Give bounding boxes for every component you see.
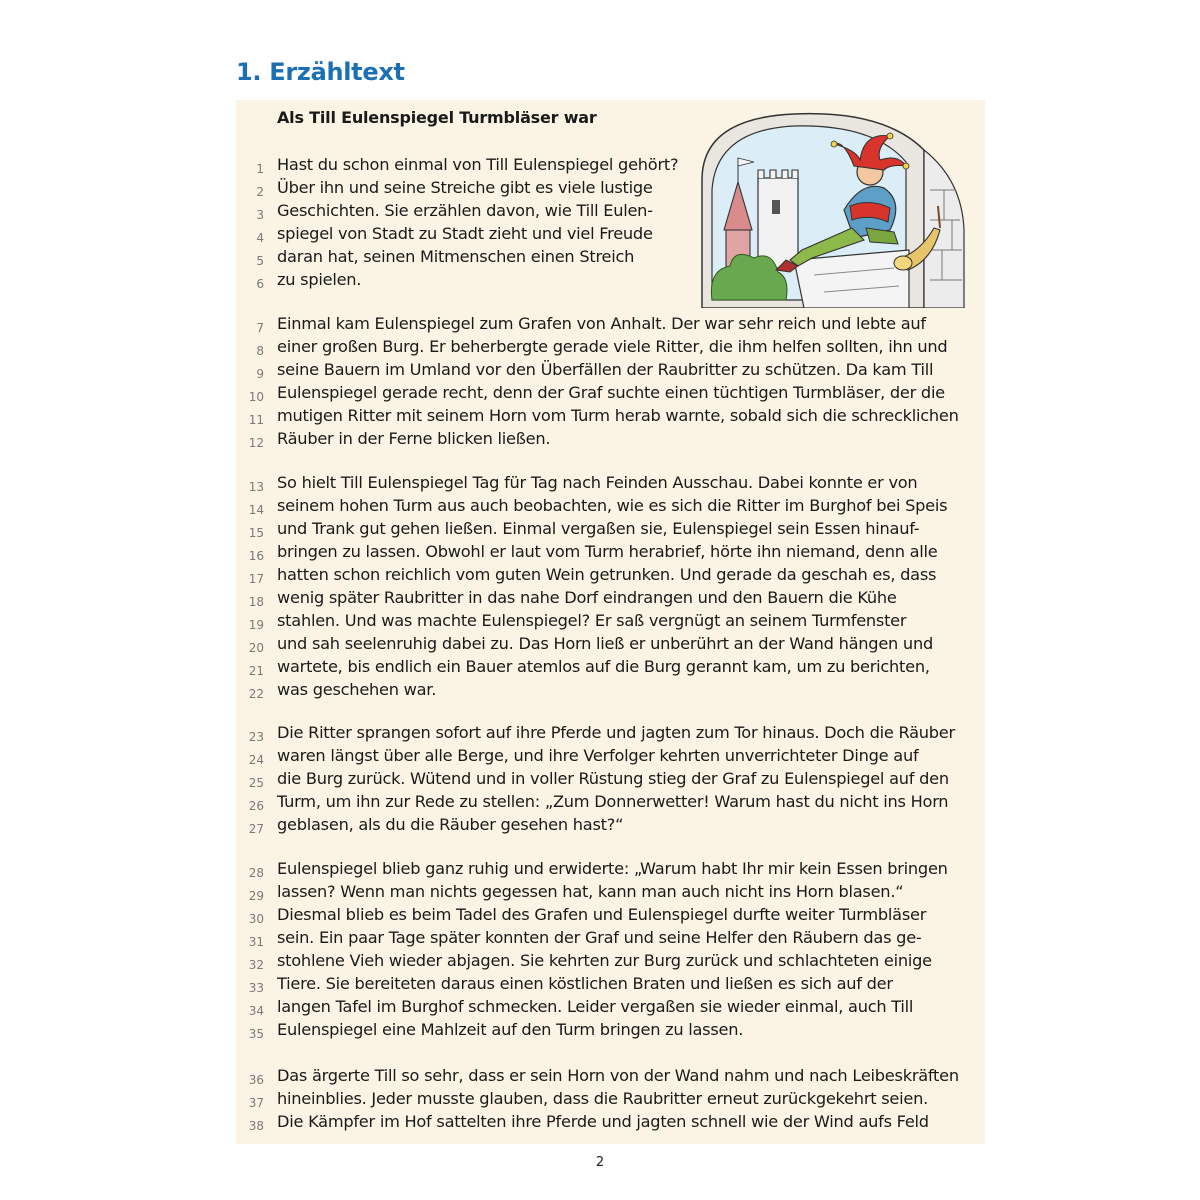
line-number: 18: [248, 595, 264, 609]
text-line: [236, 565, 996, 588]
text-line: [236, 155, 996, 178]
text-line: [236, 997, 996, 1020]
line-text: Turm, um ihn zur Rede zu stellen: „Zum Donnerwetter! Warum hast du nicht ins Horn: [277, 792, 949, 811]
line-text: stahlen. Und was machte Eulenspiegel? Er saß vergnügt an seinem Turmfenster: [277, 611, 907, 630]
line-number: 3: [256, 208, 264, 222]
line-text: sein. Ein paar Tage später konnten der Graf und seine Helfer den Räubern das ge-: [277, 928, 922, 947]
line-text: spiegel von Stadt zu Stadt zieht und viel Freude: [277, 224, 653, 243]
text-line: [236, 519, 996, 542]
text-line: [236, 178, 996, 201]
line-text: Diesmal blieb es beim Tadel des Grafen und Eulenspiegel durfte weiter Turmbläser: [277, 905, 927, 924]
text-line: [236, 314, 996, 337]
text-line: [236, 657, 996, 680]
line-number: 22: [248, 687, 264, 701]
text-line: [236, 611, 996, 634]
line-number: 29: [248, 889, 264, 903]
line-text: Die Kämpfer im Hof sattelten ihre Pferde und jagten schnell wie der Wind aufs Feld: [277, 1112, 929, 1131]
line-text: Über ihn und seine Streiche gibt es viele lustige: [277, 178, 653, 197]
line-number: 32: [248, 958, 264, 972]
line-text: wenig später Raubritter in das nahe Dorf eindrangen und den Bauern die Kühe: [277, 588, 897, 607]
line-number: 28: [248, 866, 264, 880]
text-line: [236, 634, 996, 657]
text-line: [236, 951, 996, 974]
line-text: seinem hohen Turm aus auch beobachten, wie es sich die Ritter im Burghof bei Speis: [277, 496, 948, 515]
line-text: stohlene Vieh wieder abjagen. Sie kehrten zur Burg zurück und schlachteten einige: [277, 951, 932, 970]
line-text: daran hat, seinen Mitmenschen einen Streich: [277, 247, 635, 266]
line-text: hatten schon reichlich vom guten Wein getrunken. Und gerade da geschah es, dass: [277, 565, 937, 584]
line-text: einer großen Burg. Er beherbergte gerade viele Ritter, die ihm helfen sollten, ihn und: [277, 337, 948, 356]
line-number: 16: [248, 549, 264, 563]
text-line: [236, 905, 996, 928]
line-text: Einmal kam Eulenspiegel zum Grafen von Anhalt. Der war sehr reich und lebte auf: [277, 314, 926, 333]
text-line: [236, 859, 996, 882]
line-number: 15: [248, 526, 264, 540]
line-number: 11: [248, 413, 264, 427]
text-line: [236, 1020, 996, 1043]
line-number: 8: [256, 344, 264, 358]
text-line: [236, 792, 996, 815]
line-text: was geschehen war.: [277, 680, 437, 699]
text-line: [236, 974, 996, 997]
line-number: 38: [248, 1119, 264, 1133]
text-line: [236, 542, 996, 565]
text-line: [236, 723, 996, 746]
line-number: 30: [248, 912, 264, 926]
line-text: und sah seelenruhig dabei zu. Das Horn ließ er unberührt an der Wand hängen und: [277, 634, 933, 653]
line-number: 20: [248, 641, 264, 655]
line-number: 19: [248, 618, 264, 632]
line-number: 14: [248, 503, 264, 517]
text-line: [236, 588, 996, 611]
text-line: [236, 680, 996, 703]
text-line: [236, 429, 996, 452]
line-number: 5: [256, 254, 264, 268]
line-text: hineinblies. Jeder musste glauben, dass die Raubritter erneut zurückgekehrt seien.: [277, 1089, 928, 1108]
line-text: Räuber in der Ferne blicken ließen.: [277, 429, 551, 448]
line-text: geblasen, als du die Räuber gesehen hast?“: [277, 815, 624, 834]
line-text: und Trank gut gehen ließen. Einmal vergaßen sie, Eulenspiegel sein Essen hinauf-: [277, 519, 920, 538]
text-line: [236, 815, 996, 838]
text-line: [236, 201, 996, 224]
line-text: lassen? Wenn man nichts gegessen hat, kann man auch nicht ins Horn blasen.“: [277, 882, 904, 901]
line-text: langen Tafel im Burghof schmecken. Leider vergaßen sie wieder einmal, auch Till: [277, 997, 914, 1016]
text-line: [236, 360, 996, 383]
line-text: Tiere. Sie bereiteten daraus einen köstlichen Braten und ließen es sich auf der: [277, 974, 893, 993]
line-number: 26: [248, 799, 264, 813]
line-number: 21: [248, 664, 264, 678]
line-text: mutigen Ritter mit seinem Horn vom Turm herab warnte, sobald sich die schrecklichen: [277, 406, 959, 425]
line-number: 6: [256, 277, 264, 291]
text-line: [236, 496, 996, 519]
line-text: Hast du schon einmal von Till Eulenspiegel gehört?: [277, 155, 679, 174]
line-number: 24: [248, 753, 264, 767]
text-line: [236, 882, 996, 905]
text-line: [236, 473, 996, 496]
line-number: 34: [248, 1004, 264, 1018]
line-number: 1: [256, 162, 264, 176]
line-number: 9: [256, 367, 264, 381]
page-number: 2: [595, 1155, 605, 1170]
line-number: 31: [248, 935, 264, 949]
line-text: die Burg zurück. Wütend und in voller Rüstung stieg der Graf zu Eulenspiegel auf den: [277, 769, 949, 788]
text-line: [236, 337, 996, 360]
line-text: wartete, bis endlich ein Bauer atemlos auf die Burg gerannt kam, um zu berichten,: [277, 657, 930, 676]
text-line: [236, 1112, 996, 1135]
line-number: 2: [256, 185, 264, 199]
line-text: Eulenspiegel blieb ganz ruhig und erwiderte: „Warum habt Ihr mir kein Essen bringen: [277, 859, 948, 878]
line-text: Eulenspiegel eine Mahlzeit auf den Turm bringen zu lassen.: [277, 1020, 744, 1039]
line-number: 36: [248, 1073, 264, 1087]
line-text: seine Bauern im Umland vor den Überfällen der Raubritter zu schützen. Da kam Till: [277, 360, 934, 379]
line-number: 4: [256, 231, 264, 245]
line-number: 27: [248, 822, 264, 836]
line-text: bringen zu lassen. Obwohl er laut vom Turm herabrief, hörte ihn niemand, denn alle: [277, 542, 938, 561]
line-number: 7: [256, 321, 264, 335]
line-text: Das ärgerte Till so sehr, dass er sein Horn von der Wand nahm und nach Leibeskräften: [277, 1066, 959, 1085]
line-text: Eulenspiegel gerade recht, denn der Graf suchte einen tüchtigen Turmbläser, der die: [277, 383, 945, 402]
text-line: [236, 270, 996, 293]
text-line: [236, 247, 996, 270]
line-text: zu spielen.: [277, 270, 362, 289]
text-line: [236, 406, 996, 429]
line-number: 10: [248, 390, 264, 404]
line-number: 37: [248, 1096, 264, 1110]
line-text: Geschichten. Sie erzählen davon, wie Till Eulen-: [277, 201, 653, 220]
line-number: 25: [248, 776, 264, 790]
line-text: Die Ritter sprangen sofort auf ihre Pferde und jagten zum Tor hinaus. Doch die Räuber: [277, 723, 955, 742]
story-title: Als Till Eulenspiegel Turmbläser war: [277, 108, 597, 127]
line-number: 17: [248, 572, 264, 586]
line-number: 35: [248, 1027, 264, 1041]
line-text: waren längst über alle Berge, und ihre Verfolger kehrten unverrichteter Dinge auf: [277, 746, 919, 765]
text-line: [236, 769, 996, 792]
line-number: 23: [248, 730, 264, 744]
text-line: [236, 1066, 996, 1089]
text-line: [236, 928, 996, 951]
line-text: So hielt Till Eulenspiegel Tag für Tag nach Feinden Ausschau. Dabei konnte er von: [277, 473, 918, 492]
text-line: [236, 746, 996, 769]
section-heading: 1. Erzähltext: [236, 58, 405, 86]
text-line: [236, 1089, 996, 1112]
line-number: 12: [248, 436, 264, 450]
line-number: 33: [248, 981, 264, 995]
text-line: [236, 383, 996, 406]
line-number: 13: [248, 480, 264, 494]
text-line: [236, 224, 996, 247]
